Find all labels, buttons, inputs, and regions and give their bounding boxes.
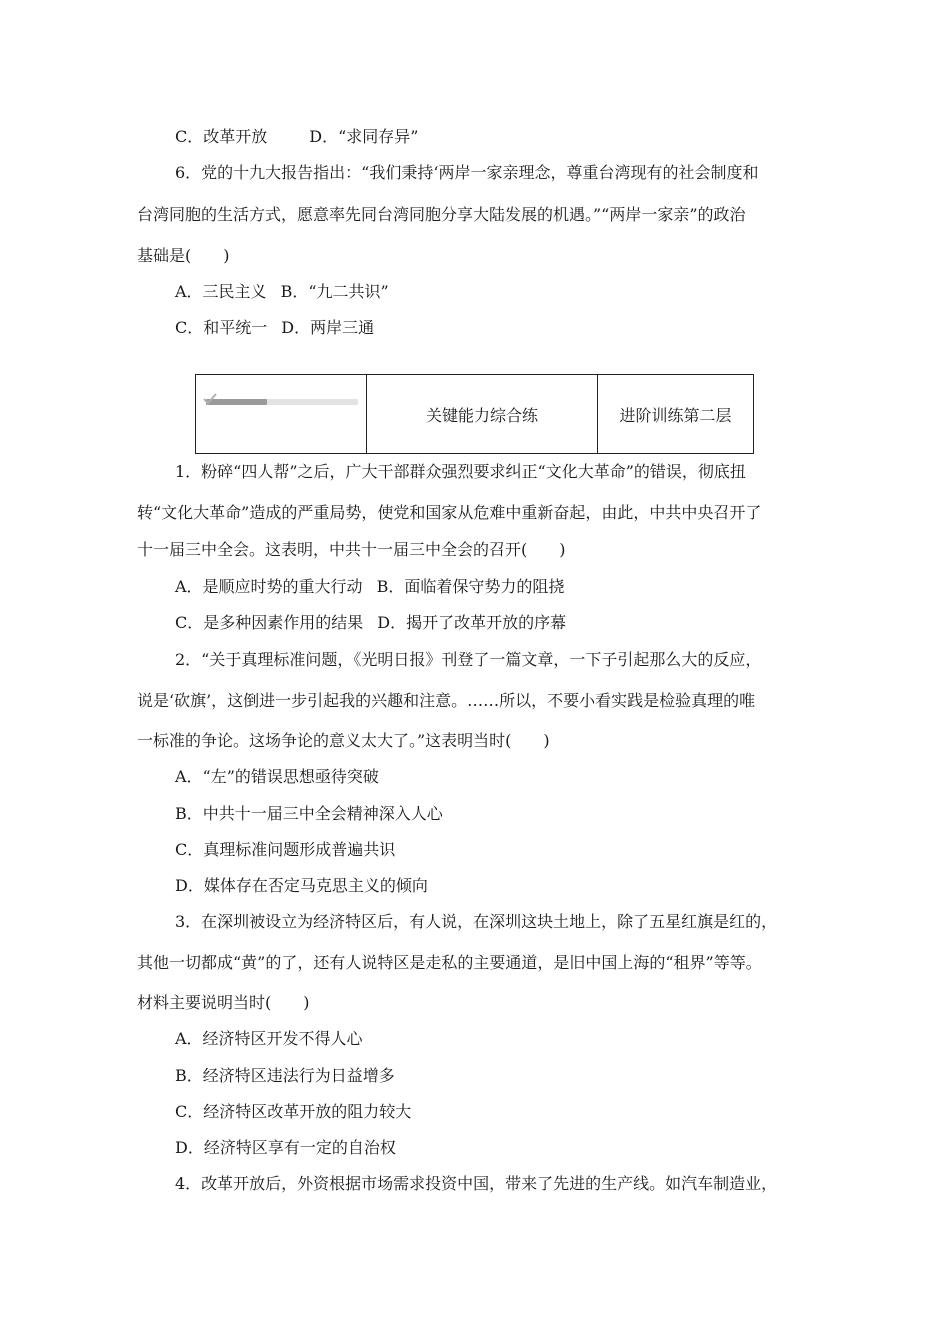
question-6-stem-line: 基础是( ) bbox=[137, 246, 230, 265]
question-3-option: C．经济特区改革开放的阻力较大 bbox=[175, 1102, 412, 1121]
question-3-stem-line: 材料主要说明当时( ) bbox=[137, 993, 310, 1012]
question-2-option: B．中共十一届三中全会精神深入人心 bbox=[175, 804, 443, 823]
question-2-stem-line: 一标准的争论。这场争论的意义太大了。”这表明当时( ) bbox=[137, 731, 550, 750]
question-2-stem-line: 2．“关于真理标准问题，《光明日报》刊登了一篇文章，一下子引起那么大的反应， bbox=[175, 650, 762, 669]
question-2-stem-line: 说是‘砍旗’，这倒进一步引起我的兴趣和注意。……所以，不要小看实践是检验真理的唯 bbox=[137, 691, 756, 710]
question-3-option: B．经济特区违法行为日益增多 bbox=[175, 1066, 395, 1085]
option-a: A．是顺应时势的重大行动 bbox=[175, 577, 363, 596]
progress-bar bbox=[206, 399, 358, 405]
option-d: D．两岸三通 bbox=[281, 318, 375, 337]
question-3-stem-line: 3．在深圳被设立为经济特区后，有人说，在深圳这块土地上，除了五星红旗是红的， bbox=[175, 912, 778, 931]
question-3-stem-line: 其他一切都成“黄”的了，还有人说特区是走私的主要通道，是旧中国上海的“租界”等等。 bbox=[137, 953, 762, 972]
section-level: 进阶训练第二层 bbox=[619, 405, 732, 425]
question-1-stem-line: 转“文化大革命”造成的严重局势，使党和国家从危难中重新奋起，由此，中共中央召开了 bbox=[137, 503, 762, 522]
question-6-stem-line: 6．党的十九大报告指出：“我们秉持‘两岸一家亲理念，尊重台湾现有的社会制度和 bbox=[175, 163, 759, 182]
question-6-stem-line: 台湾同胞的生活方式，愿意率先同台湾同胞分享大陆发展的机遇。”“两岸一家亲”的政治 bbox=[137, 205, 746, 224]
section-progress-cell bbox=[196, 375, 367, 453]
option-d: D．“求同存异” bbox=[309, 127, 419, 146]
option-d: D．揭开了改革开放的序幕 bbox=[377, 613, 567, 632]
question-3-option: D．经济特区享有一定的自治权 bbox=[175, 1138, 396, 1157]
option-b: B．“九二共识” bbox=[280, 282, 389, 301]
question-1-stem-line: 1．粉碎“四人帮”之后，广大干部群众强烈要求纠正“文化大革命”的错误，彻底扭 bbox=[175, 462, 746, 481]
option-a: A．三民主义 bbox=[175, 282, 267, 301]
question-2-option: D．媒体存在否定马克思主义的倾向 bbox=[175, 876, 428, 895]
question-1-options-cd bbox=[175, 613, 566, 633]
checkmark-icon bbox=[203, 393, 217, 405]
section-title: 关键能力综合练 bbox=[425, 405, 538, 425]
section-header-table bbox=[195, 374, 754, 454]
question-3-option: A．经济特区开发不得人心 bbox=[175, 1029, 363, 1048]
section-level-cell bbox=[598, 375, 753, 453]
question-1-stem-line: 十一届三中全会。这表明，中共十一届三中全会的召开( ) bbox=[137, 540, 566, 559]
option-c: C．是多种因素作用的结果 bbox=[175, 613, 364, 632]
option-c: C．改革开放 bbox=[175, 127, 268, 146]
question-1-options-ab bbox=[175, 577, 564, 597]
question-6-options-cd bbox=[175, 318, 374, 338]
option-c: C．和平统一 bbox=[175, 318, 268, 337]
prev-question-options-cd bbox=[175, 127, 418, 147]
section-title-cell bbox=[367, 375, 598, 453]
option-b: B．面临着保守势力的阻挠 bbox=[376, 577, 565, 596]
question-2-option: A．“左”的错误思想亟待突破 bbox=[175, 767, 379, 786]
question-4-stem-line: 4．改革开放后，外资根据市场需求投资中国，带来了先进的生产线。如汽车制造业， bbox=[175, 1174, 778, 1193]
question-2-option: C．真理标准问题形成普遍共识 bbox=[175, 840, 396, 859]
question-6-options-ab bbox=[175, 282, 389, 302]
